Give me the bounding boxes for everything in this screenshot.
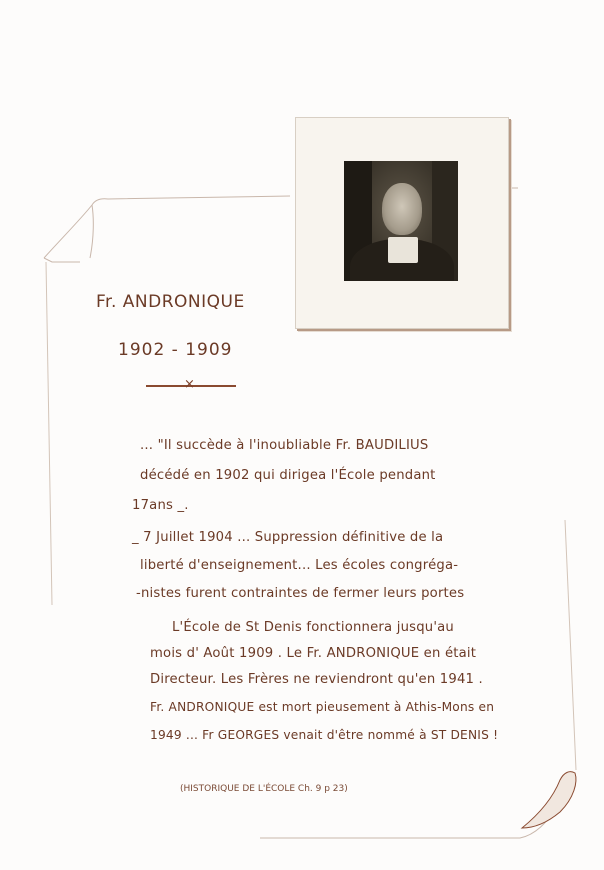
text-line-6: -nistes furent contraintes de fermer leurs portes (136, 586, 465, 601)
portrait-head (382, 183, 422, 235)
portrait-collar (388, 237, 418, 263)
text-line-8: mois d' Août 1909 . Le Fr. ANDRONIQUE en était (150, 646, 477, 661)
text-line-9: Directeur. Les Frères ne reviendront qu'en 1941 . (150, 672, 483, 687)
scroll-bottom-curl (522, 772, 576, 828)
text-line-10: Fr. ANDRONIQUE est mort pieusement à Athis-Mons en (150, 700, 495, 714)
text-line-3: 17ans _. (132, 498, 189, 513)
scroll-right-edge (565, 520, 576, 770)
text-line-1: ... "Il succède à l'inoubliable Fr. BAUDILIUS (140, 438, 429, 453)
photo-mount (295, 117, 509, 329)
text-line-11: 1949 ... Fr GEORGES venait d'être nommé à ST DENIS ! (150, 728, 499, 742)
text-line-4: _ 7 Juillet 1904 ... Suppression définitive de la (132, 530, 444, 545)
scroll-curl-fold (90, 205, 93, 258)
source-reference: (HISTORIQUE DE L'ÉCOLE Ch. 9 p 23) (180, 784, 348, 794)
scroll-left-edge (46, 262, 52, 605)
scroll-top-curl (44, 196, 290, 258)
text-line-5: liberté d'enseignement... Les écoles congréga- (140, 558, 459, 573)
divider-mark: × (184, 377, 195, 392)
text-line-2: décédé en 1902 qui dirigea l'École pendant (140, 468, 436, 483)
text-line-7: L'École de St Denis fonctionnera jusqu'au (172, 620, 454, 635)
document-title: Fr. ANDRONIQUE (96, 292, 245, 312)
document-dates: 1902 - 1909 (118, 340, 233, 360)
scroll-curl-edge (44, 258, 80, 262)
portrait-photo (344, 161, 458, 281)
